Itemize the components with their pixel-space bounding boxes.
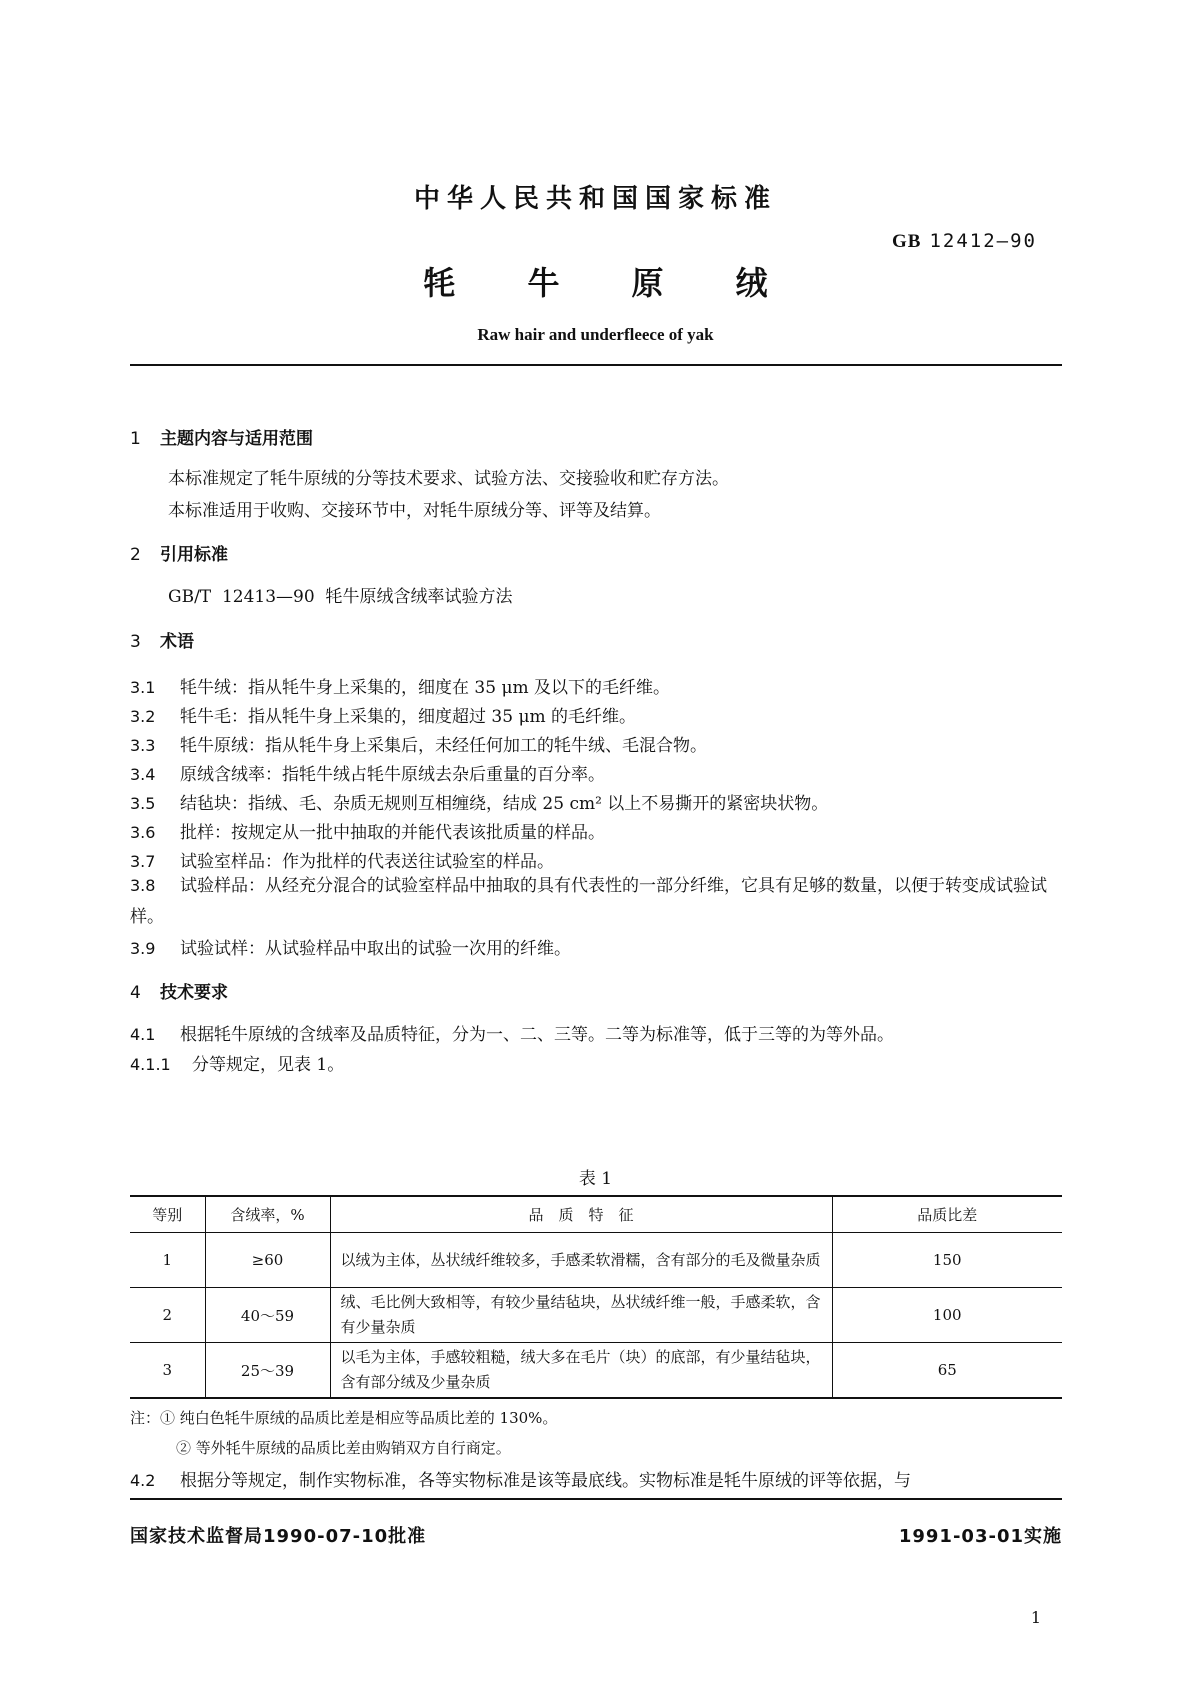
section-title: 引用标准 (160, 545, 228, 565)
document-title: 牦牛原绒 (423, 264, 840, 302)
clause-text: 牦牛毛：指从牦牛身上采集的，细度超过 35 μm 的毛纤维。 (180, 707, 637, 727)
quality-cell: 以毛为主体，手感较粗糙，绒大多在毛片（块）的底部，有少量结毡块，含有部分绒及少量杂质 (330, 1343, 832, 1399)
rate-cell: 25～39 (205, 1343, 330, 1399)
section-2-heading (130, 540, 228, 565)
section-number: 3 (130, 632, 141, 652)
column-header: 品质比差 (832, 1196, 1062, 1233)
table-row (130, 1343, 1062, 1399)
clause-number: 3.4 (130, 765, 156, 784)
section-number: 1 (130, 429, 141, 449)
table-caption: 表 1 (578, 1169, 613, 1189)
quality-cell: 绒、毛比例大致相等，有较少量结毡块，丛状绒纤维一般，手感柔软，含有少量杂质 (330, 1288, 832, 1343)
clause-number: 4.2 (130, 1471, 156, 1490)
section-4-heading (130, 978, 228, 1003)
ratio-cell: 100 (832, 1288, 1062, 1343)
document-title-english: Raw hair and underfleece of yak (477, 325, 714, 344)
clause (130, 1466, 911, 1491)
paragraph: 本标准适用于收购、交接环节中，对牦牛原绒分等、评等及结算。 (168, 501, 661, 521)
gb-number: 12412—90 (929, 230, 1037, 252)
table-note (130, 1407, 557, 1428)
national-standard-heading: 中华人民共和国国家标准 (413, 184, 777, 214)
clause-number: 4.1 (130, 1025, 156, 1044)
clause-text: 结毡块：指绒、毛、杂质无规则互相缠绕，结成 25 cm² 以上不易撕开的紧密块状物。 (180, 794, 829, 814)
clause-text: 牦牛原绒：指从牦牛身上采集后，未经任何加工的牦牛绒、毛混合物。 (180, 736, 707, 756)
table-note (176, 1437, 511, 1458)
quality-cell: 以绒为主体，丛状绒纤维较多，手感柔软滑糯，含有部分的毛及微量杂质 (330, 1233, 832, 1288)
grade-cell: 3 (130, 1343, 205, 1399)
note-label: 注： (130, 1409, 161, 1427)
approval-date: 国家技术监督局1990-07-10批准 (130, 1526, 427, 1547)
page-number: 1 (1030, 1608, 1041, 1627)
ratio-cell: 150 (832, 1233, 1062, 1288)
clause-number: 3.1 (130, 678, 156, 697)
clause-number: 3.2 (130, 707, 156, 726)
section-title: 主题内容与适用范围 (160, 429, 313, 449)
standard-code (892, 230, 1037, 253)
clause (130, 731, 707, 756)
column-header: 含绒率，% (205, 1196, 330, 1233)
grade-cell: 1 (130, 1233, 205, 1288)
clause-number: 3.7 (130, 852, 156, 871)
table-row (130, 1233, 1062, 1288)
clause-text: 牦牛绒：指从牦牛身上采集的，细度在 35 μm 及以下的毛纤维。 (180, 678, 671, 698)
clause-text: 试验试样：从试验样品中取出的试验一次用的纤维。 (180, 939, 571, 959)
reference-standard: GB/T 12413—90 牦牛原绒含绒率试验方法 (168, 587, 513, 607)
clause-text: 根据分等规定，制作实物标准，各等实物标准是该等最底线。实物标准是牦牛原绒的评等依据，与 (180, 1471, 911, 1491)
ratio-cell: 65 (832, 1343, 1062, 1399)
section-number: 2 (130, 545, 141, 565)
clause (130, 934, 571, 959)
header-divider (130, 364, 1062, 366)
clause (130, 818, 605, 843)
section-number: 4 (130, 983, 141, 1003)
gb-prefix: GB (892, 231, 922, 252)
column-header: 等别 (130, 1196, 205, 1233)
clause-text: 批样：按规定从一批中抽取的并能代表该批质量的样品。 (180, 823, 605, 843)
table-header-row (130, 1196, 1062, 1233)
clause-number: 3.8 (130, 876, 156, 895)
section-1-heading (130, 424, 313, 449)
grade-cell: 2 (130, 1288, 205, 1343)
clause-number: 4.1.1 (130, 1055, 171, 1074)
clause-number: 3.9 (130, 939, 156, 958)
section-title: 术语 (160, 632, 194, 652)
implementation-date: 1991-03-01实施 (898, 1526, 1062, 1547)
clause (130, 847, 554, 872)
column-header: 品 质 特 征 (330, 1196, 832, 1233)
clause (130, 1020, 894, 1045)
clause-text: 分等规定，见表 1。 (192, 1055, 345, 1075)
clause-number: 3.6 (130, 823, 156, 842)
clause-number: 3.5 (130, 794, 156, 813)
clause-text: 原绒含绒率：指牦牛绒占牦牛原绒去杂后重量的百分率。 (180, 765, 605, 785)
clause (130, 702, 636, 727)
paragraph: 本标准规定了牦牛原绒的分等技术要求、试验方法、交接验收和贮存方法。 (168, 469, 729, 489)
clause-number: 3.3 (130, 736, 156, 755)
grading-table (130, 1195, 1062, 1399)
note-item: ① 纯白色牦牛原绒的品质比差是相应等品质比差的 130%。 (160, 1409, 558, 1427)
footer-divider (130, 1498, 1062, 1500)
clause (130, 760, 605, 785)
clause (130, 1050, 344, 1075)
clause-text: 试验室样品：作为批样的代表送往试验室的样品。 (180, 852, 554, 872)
section-title: 技术要求 (160, 983, 228, 1003)
clause-text: 试验样品：从经充分混合的试验室样品中抽取的具有代表性的一部分纤维，它具有足够的数量，以便于转变成试验试样。 (130, 876, 1047, 927)
note-item: ② 等外牦牛原绒的品质比差由购销双方自行商定。 (176, 1439, 511, 1457)
section-3-heading (130, 627, 194, 652)
rate-cell: 40～59 (205, 1288, 330, 1343)
clause (130, 673, 670, 698)
clause-text: 根据牦牛原绒的含绒率及品质特征，分为一、二、三等。二等为标准等，低于三等的为等外品。 (180, 1025, 894, 1045)
clause (130, 870, 1062, 933)
table-row (130, 1288, 1062, 1343)
rate-cell: ≥60 (205, 1233, 330, 1288)
clause (130, 789, 828, 814)
